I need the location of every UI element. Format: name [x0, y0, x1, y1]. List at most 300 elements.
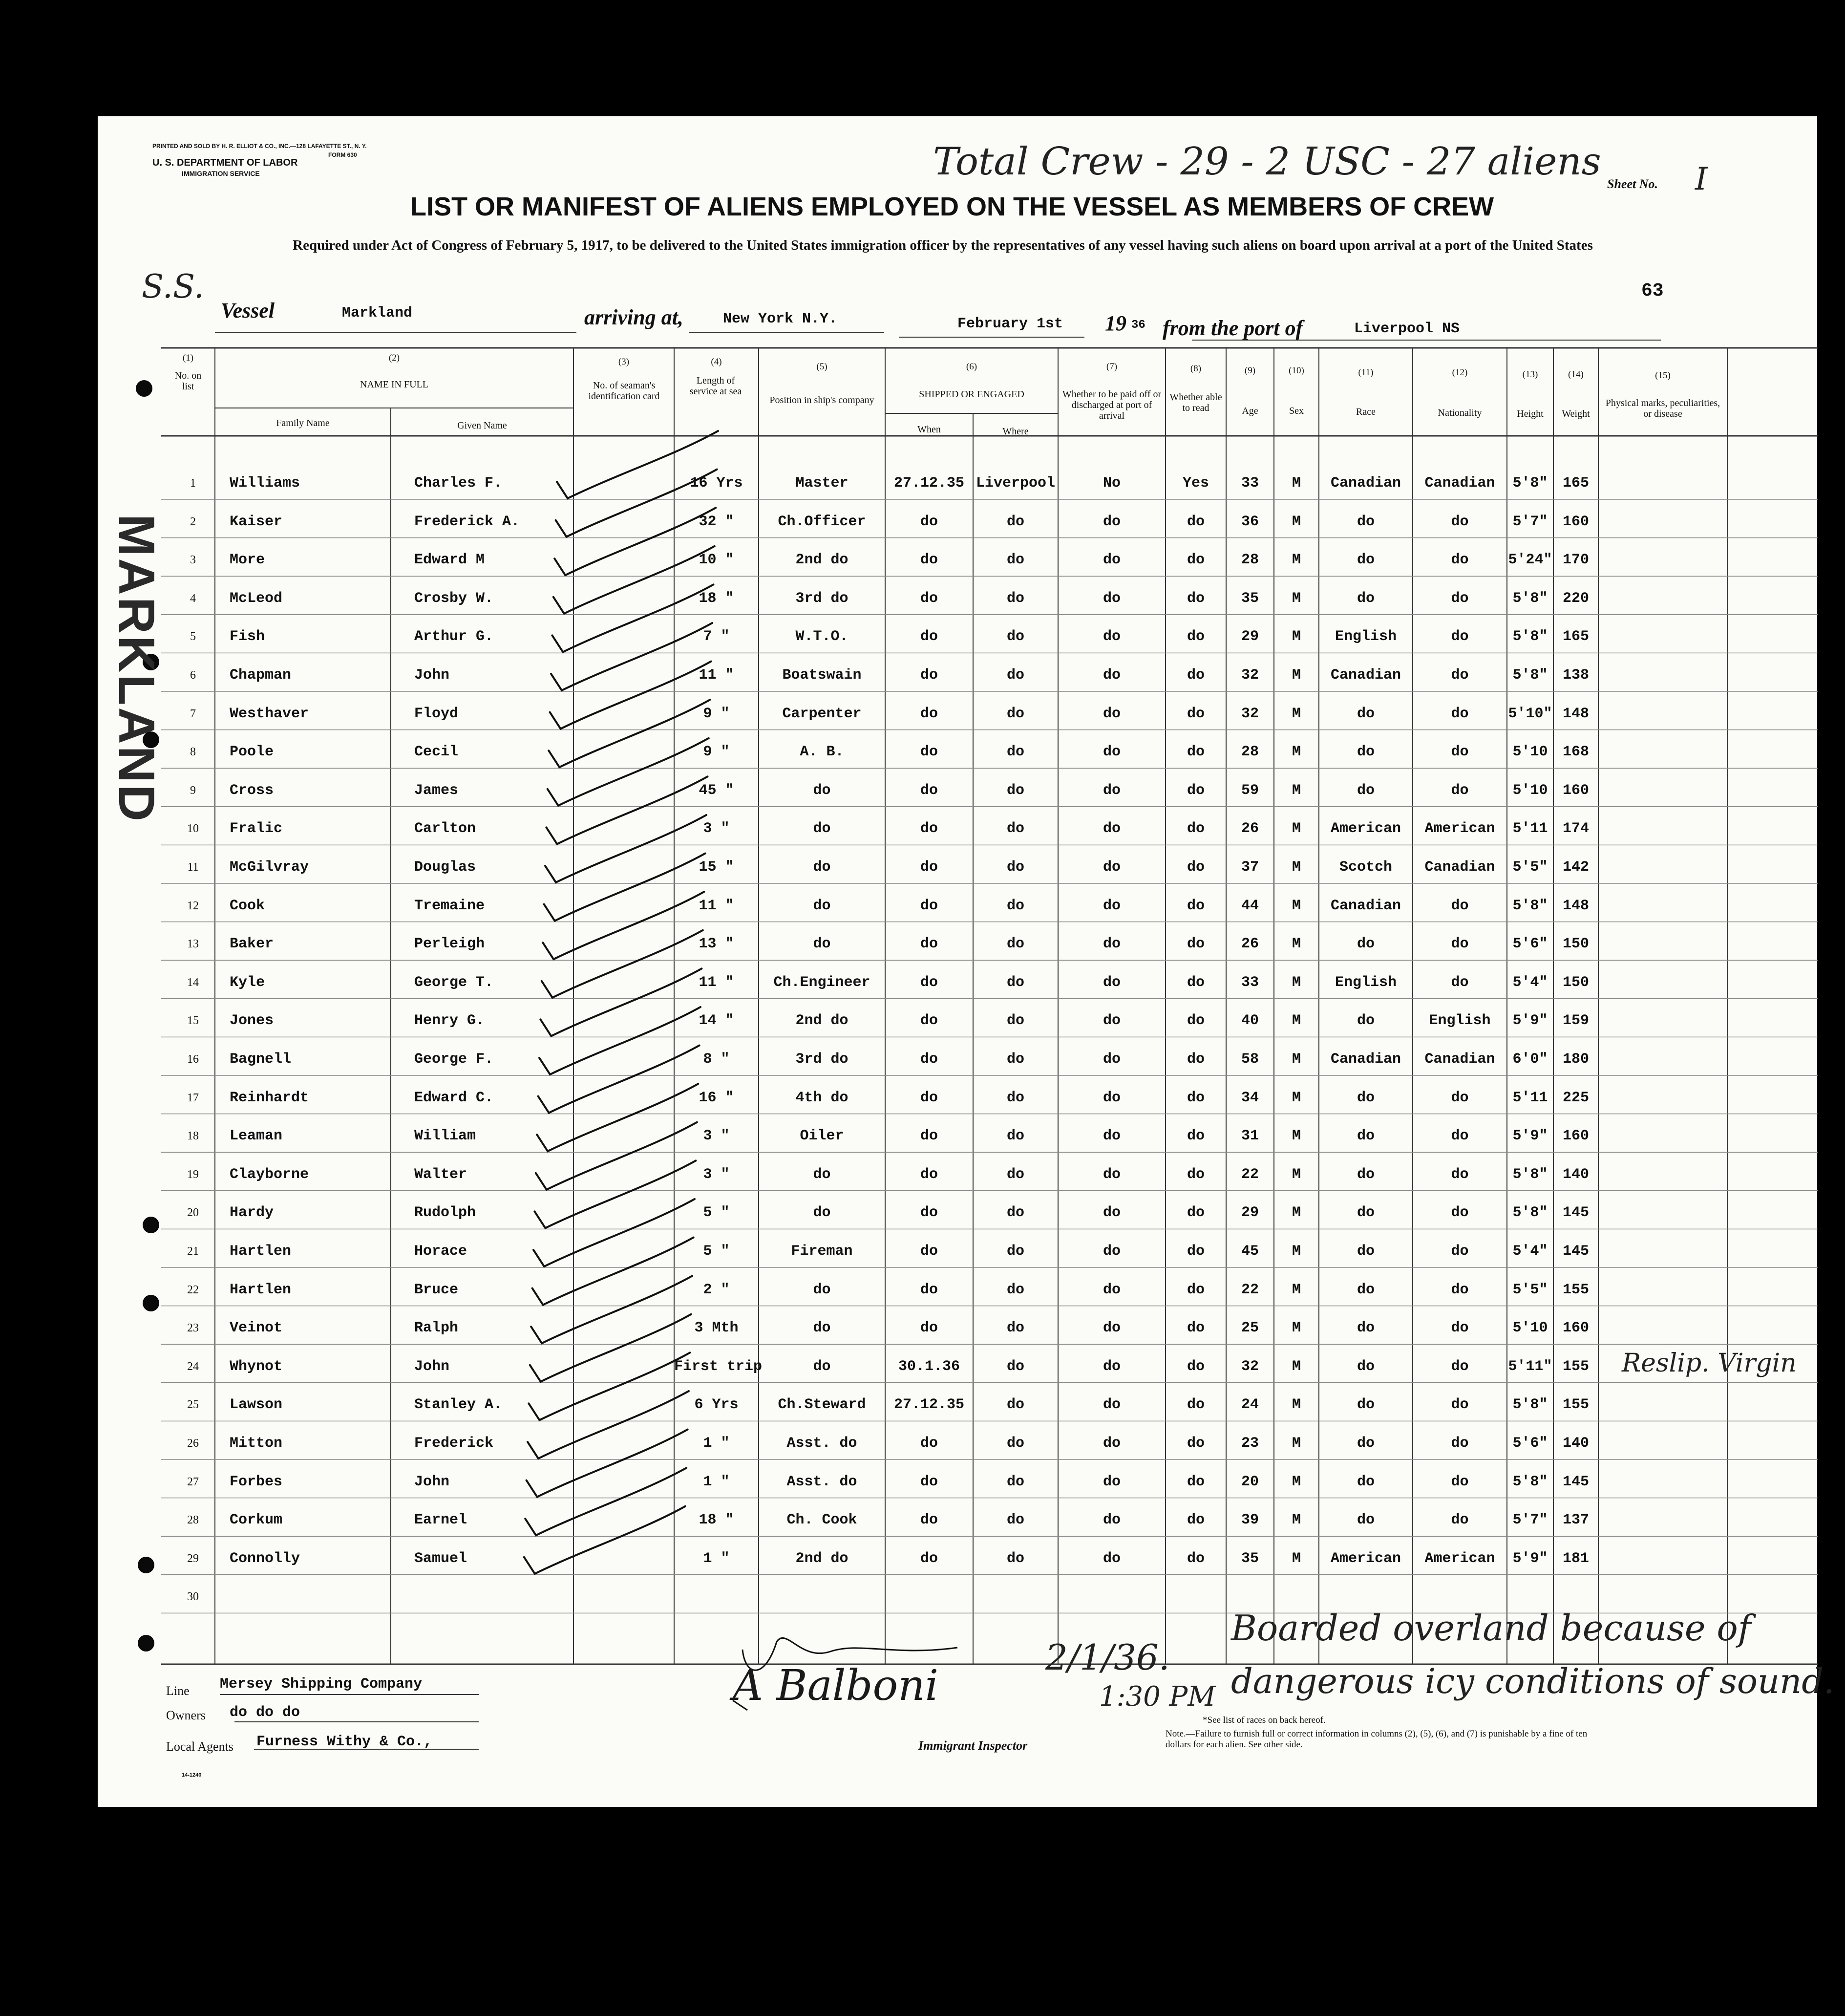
cell-read: do — [1187, 936, 1205, 953]
cell-where: do — [1006, 1166, 1024, 1183]
cell-age: 23 — [1241, 1435, 1259, 1452]
cell-height: 5'7" — [1512, 513, 1548, 530]
cell-weight: 150 — [1562, 936, 1589, 953]
cell-where: do — [1006, 1204, 1024, 1222]
col1-header: No. on list — [174, 370, 202, 392]
cell-read: do — [1187, 1435, 1205, 1452]
cell-when: do — [920, 705, 938, 722]
col11-header: Race — [1356, 407, 1376, 417]
cell-position: do — [813, 820, 831, 837]
cell-paid: do — [1103, 1204, 1121, 1222]
cell-service: 16 Yrs — [690, 475, 743, 492]
cell-service: 3 Mth — [694, 1320, 739, 1337]
cell-height: 5'8" — [1512, 1396, 1548, 1414]
penalty-note: Note.—Failure to furnish full or correct information in columns (2), (5), (6), and (7) is punishable by a fine of ten dollars for each alien. See other side. — [1166, 1729, 1588, 1750]
cell-given: Frederick A. — [414, 513, 520, 530]
cell-height: 5'11 — [1512, 820, 1548, 837]
row-number: 12 — [187, 899, 199, 912]
cell-height: 5'11 — [1512, 1089, 1548, 1106]
cell-age: 24 — [1241, 1396, 1259, 1414]
cell-position: do — [813, 936, 831, 953]
cell-nationality: do — [1451, 897, 1469, 914]
cell-height: 5'8" — [1512, 628, 1548, 645]
cell-family: Veinot — [230, 1320, 283, 1337]
cell-height: 5'7" — [1512, 1512, 1548, 1529]
cell-position: do — [813, 859, 831, 876]
service: IMMIGRATION SERVICE — [182, 170, 260, 177]
cell-when: do — [920, 1281, 938, 1298]
cell-age: 26 — [1241, 820, 1259, 837]
col5-number: (5) — [816, 362, 827, 372]
cell-family: Whynot — [230, 1358, 283, 1375]
handwritten-date: 2/1/36. — [1045, 1637, 1170, 1678]
cell-nationality: do — [1451, 705, 1469, 722]
cell-read: do — [1187, 1051, 1205, 1068]
cell-read: do — [1187, 705, 1205, 722]
cell-age: 20 — [1241, 1473, 1259, 1490]
cell-age: 31 — [1241, 1128, 1259, 1145]
cell-family: Leaman — [230, 1128, 283, 1145]
col2-number: (2) — [388, 353, 400, 363]
cell-read: do — [1187, 820, 1205, 837]
cell-nationality: do — [1451, 782, 1469, 799]
cell-read: do — [1187, 1128, 1205, 1145]
cell-nationality: do — [1451, 1128, 1469, 1145]
col10-number: (10) — [1289, 365, 1304, 376]
cell-service: 3 " — [703, 1128, 730, 1145]
cell-race: do — [1357, 552, 1375, 569]
cell-given: James — [414, 782, 459, 799]
cell-race: do — [1357, 1012, 1375, 1029]
cell-weight: 155 — [1562, 1358, 1589, 1375]
cell-family: Fralic — [230, 820, 283, 837]
cell-weight: 159 — [1562, 1012, 1589, 1029]
cell-given: Charles F. — [414, 475, 503, 492]
row-number: 13 — [187, 938, 199, 951]
row-number: 26 — [187, 1437, 199, 1450]
cell-weight: 142 — [1562, 859, 1589, 876]
cell-service: 11 " — [699, 974, 734, 991]
cell-weight: 137 — [1562, 1512, 1589, 1529]
cell-position: Boatswain — [782, 667, 862, 684]
cell-position: Ch.Steward — [778, 1396, 866, 1414]
cell-where: Liverpool — [976, 475, 1056, 492]
col6-header: SHIPPED OR ENGAGED — [919, 389, 1024, 400]
cell-sex: M — [1292, 628, 1301, 645]
cell-race: do — [1357, 705, 1375, 722]
cell-paid: do — [1103, 1166, 1121, 1183]
printer-line: PRINTED AND SOLD BY H. R. ELLIOT & CO., INC.—128 LAFAYETTE ST., N. Y. — [152, 143, 367, 150]
cell-family: Jones — [230, 1012, 274, 1029]
cell-position: Fireman — [791, 1243, 853, 1260]
cell-given: William — [414, 1128, 476, 1145]
cell-position: do — [813, 782, 831, 799]
col2-given-header: Given Name — [457, 420, 507, 431]
cell-position: Ch.Engineer — [773, 974, 870, 991]
cell-nationality: do — [1451, 1166, 1469, 1183]
cell-where: do — [1006, 1550, 1024, 1567]
cell-service: 10 " — [699, 552, 734, 569]
cell-paid: do — [1103, 1473, 1121, 1490]
cell-sex: M — [1292, 744, 1301, 761]
page-title: LIST OR MANIFEST OF ALIENS EMPLOYED ON THE VESSEL AS MEMBERS OF CREW — [410, 192, 1494, 221]
cell-read: do — [1187, 744, 1205, 761]
cell-race: do — [1357, 1320, 1375, 1337]
col6-when-header: When — [917, 424, 941, 435]
cell-weight: 160 — [1562, 1320, 1589, 1337]
sheet-label: Sheet No. — [1607, 177, 1658, 191]
inspector-label: Immigrant Inspector — [918, 1738, 1028, 1753]
cell-read: do — [1187, 628, 1205, 645]
cell-when: do — [920, 744, 938, 761]
cell-race: English — [1335, 628, 1397, 645]
cell-race: do — [1357, 1396, 1375, 1414]
cell-weight: 220 — [1562, 590, 1589, 607]
cell-sex: M — [1292, 1089, 1301, 1106]
cell-position: 3rd do — [795, 1051, 848, 1068]
col3-header: No. of seaman's identification card — [588, 380, 660, 402]
cell-where: do — [1006, 1435, 1024, 1452]
cell-race: do — [1357, 590, 1375, 607]
cell-when: do — [920, 552, 938, 569]
cell-paid: do — [1103, 744, 1121, 761]
cell-service: 1 " — [703, 1550, 730, 1567]
vessel-prefix: S.S. — [142, 268, 204, 305]
cell-age: 59 — [1241, 782, 1259, 799]
cell-age: 32 — [1241, 705, 1259, 722]
cell-race: Canadian — [1330, 667, 1401, 684]
cell-paid: do — [1103, 859, 1121, 876]
cell-weight: 140 — [1562, 1435, 1589, 1452]
cell-service: 5 " — [703, 1243, 730, 1260]
cell-paid: do — [1103, 513, 1121, 530]
cell-paid: do — [1103, 1550, 1121, 1567]
cell-paid: do — [1103, 1358, 1121, 1375]
cell-sex: M — [1292, 1320, 1301, 1337]
cell-weight: 150 — [1562, 974, 1589, 991]
cell-sex: M — [1292, 859, 1301, 876]
cell-weight: 140 — [1562, 1166, 1589, 1183]
cell-height: 5'4" — [1512, 1243, 1548, 1260]
cell-service: First trip — [674, 1358, 763, 1375]
cell-service: 9 " — [703, 705, 730, 722]
cell-when: do — [920, 1473, 938, 1490]
col6-number: (6) — [966, 362, 977, 372]
cell-given: Cecil — [414, 744, 459, 761]
cell-race: do — [1357, 1089, 1375, 1106]
cell-weight: 225 — [1562, 1089, 1589, 1106]
cell-read: do — [1187, 1243, 1205, 1260]
cell-when: do — [920, 897, 938, 914]
cell-nationality: do — [1451, 552, 1469, 569]
cell-service: 6 Yrs — [694, 1396, 739, 1414]
cell-family: More — [230, 552, 265, 569]
cell-when: do — [920, 859, 938, 876]
cell-family: McGilvray — [230, 859, 309, 876]
cell-age: 32 — [1241, 667, 1259, 684]
cell-paid: do — [1103, 1128, 1121, 1145]
cell-position: Asst. do — [786, 1473, 857, 1490]
cell-position: Ch. Cook — [786, 1512, 857, 1529]
cell-service: 1 " — [703, 1473, 730, 1490]
cell-service: 15 " — [699, 859, 734, 876]
cell-read: do — [1187, 1320, 1205, 1337]
cell-where: do — [1006, 628, 1024, 645]
cell-where: do — [1006, 1320, 1024, 1337]
cell-when: do — [920, 628, 938, 645]
cell-sex: M — [1292, 590, 1301, 607]
cell-read: do — [1187, 552, 1205, 569]
cell-height: 5'11" — [1508, 1358, 1552, 1375]
cell-height: 5'10 — [1512, 1320, 1548, 1337]
cell-read: do — [1187, 1473, 1205, 1490]
cell-given: Frederick — [414, 1435, 494, 1452]
cell-service: 18 " — [699, 590, 734, 607]
cell-given: Horace — [414, 1243, 467, 1260]
cell-read: do — [1187, 1550, 1205, 1567]
cell-family: Corkum — [230, 1512, 283, 1529]
cell-family: Lawson — [230, 1396, 283, 1414]
cell-when: do — [920, 1512, 938, 1529]
cell-given: Stanley A. — [414, 1396, 503, 1414]
cell-age: 36 — [1241, 513, 1259, 530]
cell-given: Edward M — [414, 552, 485, 569]
cell-where: do — [1006, 552, 1024, 569]
cell-paid: do — [1103, 1089, 1121, 1106]
col5-header: Position in ship's company — [769, 395, 874, 406]
row-number: 10 — [187, 822, 199, 836]
cell-nationality: do — [1451, 744, 1469, 761]
cell-nationality: do — [1451, 936, 1469, 953]
cell-given: Carlton — [414, 820, 476, 837]
cell-paid: do — [1103, 1396, 1121, 1414]
cell-age: 35 — [1241, 590, 1259, 607]
cell-where: do — [1006, 1473, 1024, 1490]
col8-header: Whether able to read — [1169, 392, 1222, 413]
cell-given: George F. — [414, 1051, 494, 1068]
cell-when: do — [920, 782, 938, 799]
cell-where: do — [1006, 667, 1024, 684]
col4-number: (4) — [711, 357, 722, 367]
cell-height: 5'8" — [1512, 1204, 1548, 1222]
cell-race: do — [1357, 782, 1375, 799]
cell-position: Master — [795, 475, 848, 492]
col9-number: (9) — [1244, 365, 1256, 376]
row-number: 14 — [187, 976, 199, 989]
cell-age: 22 — [1241, 1166, 1259, 1183]
cell-race: do — [1357, 513, 1375, 530]
cell-when: do — [920, 1128, 938, 1145]
cell-family: Mitton — [230, 1435, 283, 1452]
cell-where: do — [1006, 1128, 1024, 1145]
cell-race: Canadian — [1330, 475, 1401, 492]
cell-where: do — [1006, 1012, 1024, 1029]
cell-race: Canadian — [1330, 1051, 1401, 1068]
col11-number: (11) — [1358, 367, 1374, 378]
cell-nationality: American — [1424, 1550, 1495, 1567]
cell-height: 5'5" — [1512, 859, 1548, 876]
cell-given: Ralph — [414, 1320, 459, 1337]
cell-age: 34 — [1241, 1089, 1259, 1106]
cell-paid: do — [1103, 552, 1121, 569]
row-number: 29 — [187, 1552, 199, 1565]
cell-paid: do — [1103, 1320, 1121, 1337]
line-value: Mersey Shipping Company — [220, 1676, 423, 1693]
cell-height: 5'6" — [1512, 936, 1548, 953]
col7-header: Whether to be paid off or discharged at port of arrival — [1062, 389, 1162, 421]
cell-weight: 180 — [1562, 1051, 1589, 1068]
cell-when: do — [920, 1204, 938, 1222]
department: U. S. DEPARTMENT OF LABOR — [152, 157, 298, 168]
cell-height: 5'6" — [1512, 1435, 1548, 1452]
col3-number: (3) — [618, 357, 630, 367]
cell-nationality: English — [1429, 1012, 1491, 1029]
cell-race: do — [1357, 1473, 1375, 1490]
cell-read: do — [1187, 590, 1205, 607]
row-number: 18 — [187, 1130, 199, 1143]
cell-sex: M — [1292, 820, 1301, 837]
cell-family: Westhaver — [230, 705, 309, 722]
cell-read: do — [1187, 1012, 1205, 1029]
cell-given: Earnel — [414, 1512, 467, 1529]
cell-where: do — [1006, 859, 1024, 876]
cell-service: 1 " — [703, 1435, 730, 1452]
cell-given: Crosby W. — [414, 590, 494, 607]
cell-when: do — [920, 820, 938, 837]
cell-family: Cross — [230, 782, 274, 799]
cell-position: 3rd do — [795, 590, 848, 607]
cell-weight: 174 — [1562, 820, 1589, 837]
cell-race: do — [1357, 1281, 1375, 1298]
cell-service: 3 " — [703, 1166, 730, 1183]
cell-height: 5'8" — [1512, 1473, 1548, 1490]
cell-family: Williams — [230, 475, 300, 492]
cell-weight: 160 — [1562, 782, 1589, 799]
cell-given: Bruce — [414, 1281, 459, 1298]
row-number: 30 — [187, 1590, 199, 1604]
cell-weight: 160 — [1562, 513, 1589, 530]
col12-header: Nationality — [1438, 407, 1482, 418]
cell-weight: 145 — [1562, 1243, 1589, 1260]
col15-header: Physical marks, peculiarities, or disease — [1605, 398, 1720, 419]
cell-nationality: do — [1451, 628, 1469, 645]
cell-paid: do — [1103, 897, 1121, 914]
cell-paid: do — [1103, 936, 1121, 953]
cell-sex: M — [1292, 782, 1301, 799]
form-code: 14-1240 — [182, 1772, 202, 1778]
cell-marks: Reslip. Virgin — [1622, 1348, 1797, 1378]
cell-age: 33 — [1241, 974, 1259, 991]
row-number: 25 — [187, 1398, 199, 1412]
cell-when: do — [920, 1012, 938, 1029]
cell-service: 8 " — [703, 1051, 730, 1068]
cell-family: Poole — [230, 744, 274, 761]
cell-given: John — [414, 1473, 450, 1490]
cell-position: Carpenter — [782, 705, 862, 722]
cell-service: 2 " — [703, 1281, 730, 1298]
cell-paid: do — [1103, 705, 1121, 722]
cell-service: 11 " — [699, 667, 734, 684]
cell-where: do — [1006, 1396, 1024, 1414]
cell-position: do — [813, 1358, 831, 1375]
cell-where: do — [1006, 1051, 1024, 1068]
arrival-port: New York N.Y. — [723, 311, 838, 327]
cell-age: 26 — [1241, 936, 1259, 953]
cell-family: Clayborne — [230, 1166, 309, 1183]
row-number: 9 — [190, 784, 196, 797]
cell-where: do — [1006, 782, 1024, 799]
cell-position: do — [813, 897, 831, 914]
cell-weight: 155 — [1562, 1396, 1589, 1414]
cell-service: 3 " — [703, 820, 730, 837]
row-number: 24 — [187, 1360, 199, 1373]
owners-label: Owners — [166, 1708, 206, 1722]
cell-family: Connolly — [230, 1550, 300, 1567]
cell-position: 2nd do — [795, 1012, 848, 1029]
cell-height: 5'8" — [1512, 667, 1548, 684]
cell-given: Tremaine — [414, 897, 485, 914]
col7-number: (7) — [1106, 362, 1118, 372]
cell-paid: do — [1103, 782, 1121, 799]
cell-age: 58 — [1241, 1051, 1259, 1068]
cell-nationality: do — [1451, 1089, 1469, 1106]
cell-read: do — [1187, 1396, 1205, 1414]
cell-paid: do — [1103, 1051, 1121, 1068]
cell-where: do — [1006, 936, 1024, 953]
cell-sex: M — [1292, 1281, 1301, 1298]
cell-when: do — [920, 513, 938, 530]
cell-family: Kaiser — [230, 513, 283, 530]
cell-service: 5 " — [703, 1204, 730, 1222]
cell-service: 11 " — [699, 897, 734, 914]
cell-where: do — [1006, 705, 1024, 722]
cell-weight: 155 — [1562, 1281, 1589, 1298]
cell-read: do — [1187, 1166, 1205, 1183]
cell-height: 5'8" — [1512, 897, 1548, 914]
cell-family: Forbes — [230, 1473, 283, 1490]
cell-given: John — [414, 1358, 450, 1375]
row-number: 17 — [187, 1091, 199, 1104]
row-number: 23 — [187, 1322, 199, 1335]
cell-height: 5'9" — [1512, 1550, 1548, 1567]
line-label: Line — [166, 1684, 190, 1698]
cell-position: Oiler — [800, 1128, 844, 1145]
row-number: 28 — [187, 1514, 199, 1527]
row-number: 15 — [187, 1014, 199, 1028]
cell-height: 5'10 — [1512, 782, 1548, 799]
cell-weight: 160 — [1562, 1128, 1589, 1145]
cell-nationality: do — [1451, 1358, 1469, 1375]
cell-read: do — [1187, 1204, 1205, 1222]
cell-weight: 165 — [1562, 475, 1589, 492]
cell-nationality: do — [1451, 974, 1469, 991]
cell-sex: M — [1292, 1435, 1301, 1452]
cell-given: Rudolph — [414, 1204, 476, 1222]
row-number: 19 — [187, 1168, 199, 1181]
cell-read: do — [1187, 667, 1205, 684]
col2-header: NAME IN FULL — [360, 379, 428, 390]
cell-read: do — [1187, 974, 1205, 991]
cell-race: Scotch — [1339, 859, 1393, 876]
cell-paid: do — [1103, 1281, 1121, 1298]
cell-height: 5'8" — [1512, 475, 1548, 492]
cell-paid: do — [1103, 1012, 1121, 1029]
cell-service: 14 " — [699, 1012, 734, 1029]
cell-sex: M — [1292, 1550, 1301, 1567]
col15-number: (15) — [1655, 370, 1671, 381]
cell-family: Hartlen — [230, 1243, 292, 1260]
cell-sex: M — [1292, 667, 1301, 684]
